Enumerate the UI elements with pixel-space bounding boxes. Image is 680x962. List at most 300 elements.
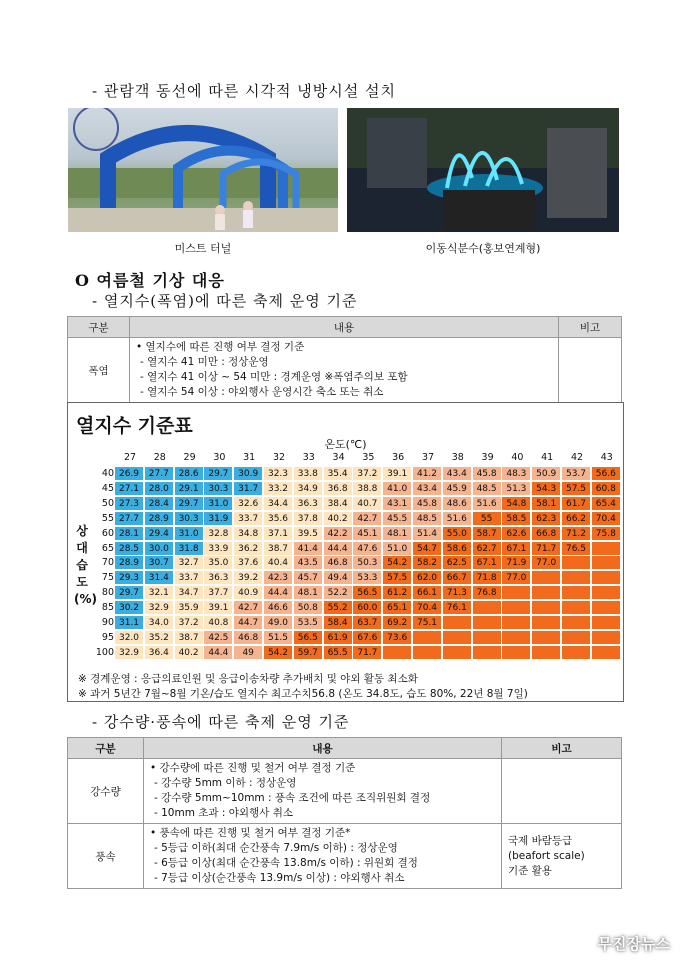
temperature-tick: 30 [213,452,226,463]
content-line: - 열지수 41 미만 : 정상운영 [140,356,269,368]
mist-tunnel-photo [68,108,338,232]
heat-index-cell [413,631,442,645]
heat-index-cell [473,646,502,660]
heat-index-cell [502,646,531,660]
heat-index-cell: 54.3 [532,482,561,496]
heat-index-cell: 26.9 [115,467,144,481]
heat-index-cell: 29.7 [204,467,233,481]
heat-index-cell: 37.7 [204,586,233,600]
heat-index-cell: 60.8 [592,482,621,496]
table-header: 비고 [502,738,622,759]
heat-index-cell: 51.4 [413,527,442,541]
content-line: - 열지수 54 이상 : 야외행사 운영시간 축소 또는 취소 [140,386,384,398]
heat-index-cell [562,586,591,600]
heat-index-cell: 67.1 [473,556,502,570]
heat-index-cell: 30.3 [204,482,233,496]
heat-index-cell: 43.4 [413,482,442,496]
heat-index-cell: 65.5 [324,646,353,660]
heat-index-cell: 56.5 [353,586,382,600]
row-note [502,759,622,824]
heat-index-cell: 34.9 [294,482,323,496]
heat-index-cell: 44.7 [234,616,263,630]
heat-index-cell: 75.1 [413,616,442,630]
heat-index-cell: 37.8 [294,512,323,526]
heat-index-cell: 53.7 [562,467,591,481]
heat-index-cell: 28.1 [115,527,144,541]
heat-index-cell: 32.7 [175,556,204,570]
heat-index-cell: 54.2 [383,556,412,570]
heat-index-cell: 41.4 [294,542,323,556]
heat-index-cell: 30.9 [234,467,263,481]
heat-index-cell: 61.7 [562,497,591,511]
heat-index-cell: 36.4 [145,646,174,660]
heat-index-cell [502,616,531,630]
heat-index-cell: 36.3 [204,571,233,585]
heat-index-cell [443,631,472,645]
heat-index-cell: 45.1 [353,527,382,541]
temperature-tick: 40 [511,452,524,463]
humidity-tick: 80 [101,587,114,599]
humidity-tick: 55 [101,512,114,524]
heat-index-cell: 48.1 [294,586,323,600]
content-line: • 풍속에 따른 진행 및 철거 여부 결정 기준* [150,827,351,839]
heat-index-cell: 76.1 [443,601,472,615]
content-line: - 10mm 초과 : 야외행사 취소 [154,807,293,819]
heat-index-cell: 59.7 [294,646,323,660]
humidity-tick: 70 [101,557,114,569]
heat-index-cell: 55 [473,512,502,526]
heat-index-cell: 66.1 [413,586,442,600]
humidity-tick: 45 [101,482,114,494]
temperature-tick: 29 [183,452,196,463]
heat-index-cell: 29.1 [175,482,204,496]
row-content [144,759,502,824]
heat-index-cell: 40.8 [204,616,233,630]
heat-index-cell: 28.0 [145,482,174,496]
heat-index-cell [413,646,442,660]
temperature-tick: 39 [481,452,494,463]
note-line: (beafort scale) [508,849,585,862]
row-label: 강수량 [68,759,144,824]
content-line: - 5등급 이하(최대 순간풍속 7.9m/s 이하) : 정상운영 [154,842,398,854]
heat-index-cell: 40.2 [175,646,204,660]
heat-index-cell: 70.4 [413,601,442,615]
heat-index-cell: 58.4 [324,616,353,630]
row-label: 풍속 [68,824,144,889]
heat-index-cell: 48.3 [502,467,531,481]
heat-index-cell: 71.8 [473,571,502,585]
heat-index-cell [473,601,502,615]
heat-index-cell: 45.8 [413,497,442,511]
heat-index-cell [592,646,621,660]
humidity-label-char: 습 [76,558,88,572]
heat-index-cell: 52.2 [324,586,353,600]
heat-index-cell [562,616,591,630]
heat-index-cell: 29.7 [115,586,144,600]
content-line: - 강수량 5mm~10mm : 풍속 조건에 따른 조직위원회 결정 [154,792,431,804]
heat-index-cell: 28.4 [145,497,174,511]
heat-index-cell: 35.2 [145,631,174,645]
heat-index-cell: 41.2 [413,467,442,481]
row-note [502,824,622,889]
content-line: - 6등급 이상(최대 순간풍속 13.8m/s 이하) : 위원회 결정 [154,857,418,869]
temperature-tick: 35 [362,452,375,463]
mobile-fountain-photo [347,108,619,232]
temperature-tick: 27 [123,452,137,463]
heat-index-cell: 29.7 [175,497,204,511]
temperature-tick: 28 [153,452,166,463]
heat-index-cell [592,601,621,615]
heat-index-cell: 34.0 [145,616,174,630]
heat-index-cell: 73.6 [383,631,412,645]
heat-index-cell [532,616,561,630]
row-content [130,338,559,403]
heat-index-cell: 51.0 [383,542,412,556]
watermark-logo: 무진장뉴스 [597,935,670,953]
heat-index-cell: 48.5 [473,482,502,496]
content-line: • 열지수에 따른 진행 여부 결정 기준 [136,341,305,353]
heat-index-cell: 32.9 [145,601,174,615]
heat-index-cell: 53.5 [294,616,323,630]
heat-index-cell: 77.0 [502,571,531,585]
subheading-heat: - 열지수(폭염)에 따른 축제 운영 기준 [92,292,358,310]
heat-index-cell: 33.2 [264,482,293,496]
temperature-tick: 31 [243,452,256,463]
heat-index-cell: 67.6 [353,631,382,645]
note-line: 국제 바람등급 [508,834,573,847]
heat-index-cell: 40.2 [324,512,353,526]
row-content [144,824,502,889]
heat-index-cell: 33.9 [204,542,233,556]
table-header: 내용 [130,317,559,338]
note-alert: ※ 경계운영 : 응급의료인원 및 응급이송차량 추가배치 및 야외 활동 최소화 [78,673,418,685]
heat-index-cell: 60.0 [353,601,382,615]
heat-index-cell: 38.7 [264,542,293,556]
heat-index-cell: 48.1 [383,527,412,541]
heat-index-cell: 46.8 [234,631,263,645]
heat-index-cell [592,586,621,600]
heat-index-cell: 58.5 [502,512,531,526]
heat-index-cell: 31.0 [175,527,204,541]
heat-index-cell: 67.1 [502,542,531,556]
section-heading-cooling: - 관람객 동선에 따른 시각적 냉방시설 설치 [92,82,397,100]
heat-index-cell: 30.3 [175,512,204,526]
heat-index-cell: 58.2 [413,556,442,570]
humidity-tick: 40 [101,468,114,479]
heat-index-cell: 43.1 [383,497,412,511]
heat-index-cell: 35.6 [264,512,293,526]
heat-index-cell [383,646,412,660]
heat-index-cell [562,571,591,585]
heat-index-cell: 29.4 [145,527,174,541]
heat-index-cell: 38.7 [175,631,204,645]
heat-index-cell: 61.9 [324,631,353,645]
heat-index-cell: 70.4 [592,512,621,526]
humidity-tick: 95 [101,631,114,643]
heat-index-cell [532,631,561,645]
heat-index-cell: 55.2 [324,601,353,615]
heat-index-cell: 30.7 [145,556,174,570]
heat-index-cell: 29.3 [115,571,144,585]
heat-index-cell: 31.7 [234,482,263,496]
heat-index-cell: 39.1 [204,601,233,615]
heat-index-cell: 56.5 [294,631,323,645]
heat-index-cell: 49 [234,646,263,660]
table-header: 구분 [68,738,144,759]
heat-index-cell: 69.2 [383,616,412,630]
heat-index-cell: 71.7 [353,646,382,660]
heat-index-cell: 62.0 [413,571,442,585]
heat-index-cell: 41.0 [383,482,412,496]
temperature-label: 온도(℃) [324,438,367,451]
heat-index-cell: 66.7 [443,571,472,585]
heat-index-cell: 34.8 [234,527,263,541]
heat-index-cell [532,601,561,615]
heat-index-cell: 34.4 [264,497,293,511]
temperature-tick: 34 [332,452,345,463]
heat-index-cell: 44.4 [204,646,233,660]
heat-index-cell [562,631,591,645]
heat-index-cell: 45.8 [473,467,502,481]
heat-index-cell: 55.0 [443,527,472,541]
heat-index-cell: 58.1 [532,497,561,511]
heat-index-cell [592,571,621,585]
heat-index-cell: 44.4 [264,586,293,600]
heat-index-cell: 27.3 [115,497,144,511]
table-header: 구분 [68,317,130,338]
heat-index-cell [443,646,472,660]
heat-index-cell: 31.8 [175,542,204,556]
humidity-tick: 100 [95,646,114,658]
temperature-tick: 32 [272,452,286,463]
heat-index-cell: 61.2 [383,586,412,600]
humidity-tick: 75 [101,572,114,584]
heat-index-cell: 56.6 [592,467,621,481]
heat-index-cell [562,646,591,660]
heat-index-cell: 37.6 [234,556,263,570]
heat-index-cell: 36.2 [234,542,263,556]
heat-index-cell: 76.8 [473,586,502,600]
table-header: 비고 [559,317,622,338]
heat-index-cell: 51.5 [264,631,293,645]
temperature-tick: 43 [600,452,613,463]
row-label: 폭염 [68,338,130,403]
photo-caption-mist: 미스트 터널 [174,242,232,255]
humidity-label-char: 상 [76,524,88,538]
heat-index-cell: 32.9 [115,646,144,660]
heat-index-cell: 50.8 [294,601,323,615]
heat-index-cell: 32.0 [115,631,144,645]
heat-operation-table [67,316,622,403]
heat-index-cell [473,631,502,645]
heat-index-cell: 71.7 [532,542,561,556]
heat-index-cell [592,616,621,630]
heat-index-cell [562,556,591,570]
heat-index-cell: 40.7 [353,497,382,511]
heat-index-cell: 40.4 [264,556,293,570]
note-record: ※ 과거 5년간 7월~8월 기온/습도 열지수 최고수치56.8 (온도 34.8도, 습도 80%, 22년 8월 7일) [78,688,528,700]
heat-index-cell: 51.3 [502,482,531,496]
humidity-label-char: 도 [76,575,88,589]
heat-index-cell [562,601,591,615]
row-note [559,338,622,403]
temperature-tick: 41 [541,452,554,463]
heat-index-cell: 39.1 [383,467,412,481]
heat-index-cell: 62.7 [473,542,502,556]
content-line: • 강수량에 따른 진행 및 철거 여부 결정 기준 [150,762,356,774]
humidity-label [74,523,97,608]
heat-index-cell [592,556,621,570]
heat-index-cell: 44.4 [324,542,353,556]
heat-index-cell: 51.6 [443,512,472,526]
heat-index-title: 열지수 기준표 [76,415,193,437]
heat-index-cell: 31.1 [115,616,144,630]
heat-index-cell: 54.2 [264,646,293,660]
heat-index-cell [532,571,561,585]
temperature-tick: 33 [302,452,315,463]
heat-index-cell: 42.3 [264,571,293,585]
heat-index-cell: 58.7 [473,527,502,541]
heat-index-cell: 63.7 [353,616,382,630]
heat-index-cell: 31.0 [204,497,233,511]
section-heading-weather: O 여름철 기상 대응 [75,271,225,290]
heat-index-cell: 57.5 [562,482,591,496]
heat-index-cell: 48.6 [443,497,472,511]
heat-index-cell: 42.7 [234,601,263,615]
heat-index-cell: 65.4 [592,497,621,511]
heat-index-cell: 49.0 [264,616,293,630]
heat-index-cell: 48.5 [413,512,442,526]
heat-index-cell [502,586,531,600]
heat-index-cell [592,631,621,645]
heat-index-cell: 42.5 [204,631,233,645]
humidity-label-char: 대 [76,541,88,555]
heat-index-cell: 35.4 [324,467,353,481]
heat-index-cell [502,631,531,645]
heat-index-cell [502,601,531,615]
heat-index-cell: 50.9 [532,467,561,481]
heat-index-cell: 45.5 [383,512,412,526]
heat-index-cell: 32.8 [204,527,233,541]
heat-index-cell: 40.9 [234,586,263,600]
heat-index-cell: 77.0 [532,556,561,570]
heat-index-cell: 27.7 [145,467,174,481]
heat-index-cell: 62.5 [443,556,472,570]
heat-index-cell: 58.6 [443,542,472,556]
heat-index-cell: 71.9 [502,556,531,570]
heat-index-cell: 28.6 [175,467,204,481]
heat-index-cell: 30.0 [145,542,174,556]
heat-index-cell: 66.2 [562,512,591,526]
content-line: - 7등급 이상(순간풍속 13.9m/s 이상) : 야외행사 취소 [154,872,405,884]
heat-index-cell: 36.3 [294,497,323,511]
humidity-tick: 85 [101,602,114,614]
heat-index-cell: 32.6 [234,497,263,511]
heat-index-cell [592,542,621,556]
rain-wind-table [67,737,622,889]
heat-index-cell: 28.5 [115,542,144,556]
heat-index-cell: 38.4 [324,497,353,511]
heat-index-cell: 75.8 [592,527,621,541]
humidity-tick: 50 [101,497,114,509]
heat-index-cell: 57.5 [383,571,412,585]
heat-index-cell: 36.8 [324,482,353,496]
heat-index-cell: 46.8 [324,556,353,570]
heat-index-cell: 43.5 [294,556,323,570]
heat-index-cell: 39.5 [294,527,323,541]
heat-index-cell: 54.7 [413,542,442,556]
heat-index-cell: 31.4 [145,571,174,585]
heat-index-cell: 71.3 [443,586,472,600]
heat-index-cell [473,616,502,630]
heat-index-cell: 39.2 [234,571,263,585]
heat-index-cell: 54.8 [502,497,531,511]
heat-index-cell: 32.3 [264,467,293,481]
temperature-tick: 36 [392,452,405,463]
heat-index-cell: 62.6 [502,527,531,541]
heat-index-cell: 28.9 [145,512,174,526]
heat-index-cell: 37.1 [264,527,293,541]
heat-index-cell: 32.1 [145,586,174,600]
humidity-tick: 90 [101,617,114,628]
heat-index-cell: 27.1 [115,482,144,496]
heat-index-cell: 65.1 [383,601,412,615]
heat-index-cell: 38.8 [353,482,382,496]
heat-index-cell: 71.2 [562,527,591,541]
heat-index-cell: 45.7 [294,571,323,585]
temperature-tick: 38 [451,452,464,463]
heat-index-cell [532,646,561,660]
content-line: - 강수량 5mm 이하 : 정상운영 [154,777,297,789]
heat-index-cell: 35.9 [175,601,204,615]
heat-index-cell: 76.5 [562,542,591,556]
heat-index-cell: 62.3 [532,512,561,526]
heat-index-cell [532,586,561,600]
table-header: 내용 [144,738,502,759]
heat-index-cell: 28.9 [115,556,144,570]
heat-index-cell: 34.7 [175,586,204,600]
heat-index-cell: 37.2 [175,616,204,630]
heat-index-table [67,402,624,702]
content-line: - 열지수 41 이상 ~ 54 미만 : 경계운영 ※폭염주의보 포함 [140,371,408,383]
subheading-rain-wind: - 강수량·풍속에 따른 축제 운영 기준 [92,713,350,731]
heat-index-cell: 42.7 [353,512,382,526]
heat-index-cell: 33.7 [175,571,204,585]
heat-index-cell: 33.8 [294,467,323,481]
heat-index-cell: 53.3 [353,571,382,585]
heat-index-cell: 43.4 [443,467,472,481]
heat-index-cell: 33.7 [234,512,263,526]
heat-index-cell: 31.9 [204,512,233,526]
heat-index-cell: 50.3 [353,556,382,570]
heat-index-cell: 49.4 [324,571,353,585]
temperature-tick: 42 [570,452,584,463]
heat-index-cell: 35.0 [204,556,233,570]
heat-index-cell: 45.9 [443,482,472,496]
heat-index-cell: 46.6 [264,601,293,615]
heat-index-cell: 47.6 [353,542,382,556]
humidity-tick: 60 [101,527,114,539]
photo-caption-fountain: 이동식분수(홍보연계형) [425,242,541,255]
heat-index-cell: 27.7 [115,512,144,526]
heat-index-cell: 37.2 [353,467,382,481]
heat-index-cell: 51.6 [473,497,502,511]
heat-index-cell [443,616,472,630]
heat-index-cell: 42.2 [324,527,353,541]
note-line: 기준 활용 [508,864,552,877]
temperature-tick: 37 [421,452,435,463]
heat-index-cell: 66.8 [532,527,561,541]
